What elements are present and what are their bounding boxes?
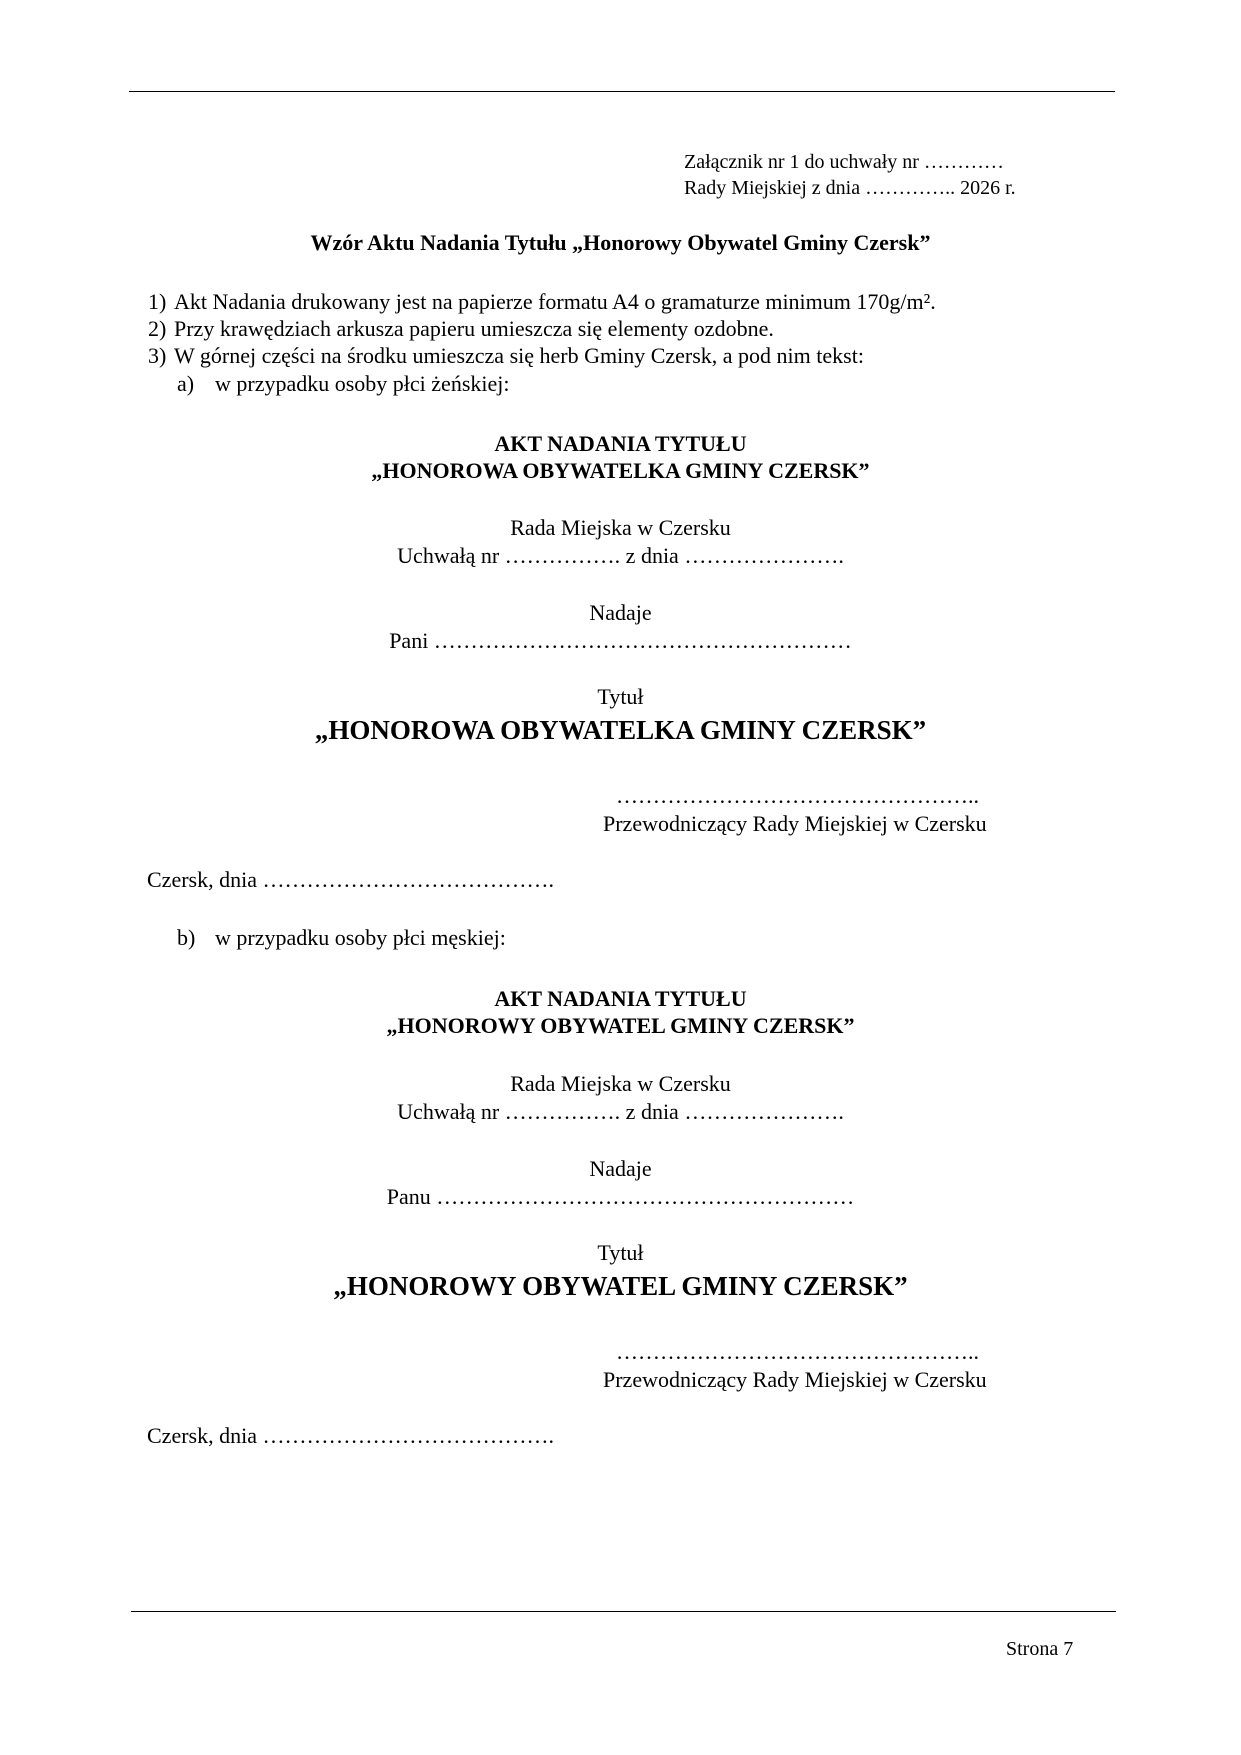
list-item-text: Przy krawędziach arkusza papieru umieszcza się elementy ozdobne. [174,316,774,341]
variant-b-title-word: Tytuł [597,1240,644,1265]
variant-a-grants: Nadaje [589,600,652,625]
variant-b-label-number: b) [177,925,196,950]
top-rule [129,91,1115,92]
variant-b-signature-label: Przewodniczący Rady Miejskiej w Czersku [603,1367,987,1392]
list-item-number: 2) [148,316,167,341]
variant-b-act-title-1: AKT NADANIA TYTUŁU [494,986,747,1011]
page-number: Strona 7 [1006,1638,1074,1660]
attachment-line-1: Załącznik nr 1 do uchwały nr ………… [684,151,1004,173]
variant-a-signature-line: ………………………………………….. [616,783,979,808]
variant-b-act-title-2: „HONOROWY OBYWATEL GMINY CZERSK” [386,1013,855,1038]
variant-a-act-title-2: „HONOROWA OBYWATELKA GMINY CZERSK” [371,458,870,483]
list-item [148,343,864,369]
variant-a-big-title: „HONOROWA OBYWATELKA GMINY CZERSK” [314,715,927,745]
variant-a-signature-label: Przewodniczący Rady Miejskiej w Czersku [603,811,987,836]
variant-a-title-word: Tytuł [597,684,644,709]
list-item [148,289,936,315]
variant-b-label [177,925,506,951]
list-item-text: Akt Nadania drukowany jest na papierze formatu A4 o gramaturze minimum 170g/m². [174,289,936,314]
variant-b-place-date: Czersk, dnia …………………………………. [147,1423,554,1448]
list-item [148,316,774,342]
variant-b-resolution: Uchwałą nr ……………. z dnia …………………. [397,1099,844,1124]
variant-b-signature-line: ………………………………………….. [616,1339,979,1364]
variant-a-council: Rada Miejska w Czersku [510,515,731,540]
variant-a-act-title-1: AKT NADANIA TYTUŁU [494,431,747,456]
variant-a-label-number: a) [177,371,195,396]
variant-b-big-title: „HONOROWY OBYWATEL GMINY CZERSK” [333,1271,908,1301]
bottom-rule [131,1611,1116,1612]
list-item-text: W górnej części na środku umieszcza się herb Gminy Czersk, a pod nim tekst: [174,343,864,368]
variant-b-label-text: w przypadku osoby płci męskiej: [215,925,506,950]
variant-a-label-text: w przypadku osoby płci żeńskiej: [215,371,510,396]
variant-b-grants: Nadaje [589,1156,652,1181]
variant-a-recipient: Pani ………………………………………………… [389,628,852,653]
variant-b-council: Rada Miejska w Czersku [510,1071,731,1096]
variant-a-resolution: Uchwałą nr ……………. z dnia …………………. [397,543,844,568]
document-title: Wzór Aktu Nadania Tytułu „Honorowy Obywatel Gminy Czersk” [310,230,931,255]
list-item-number: 1) [148,289,167,314]
list-item-number: 3) [148,343,167,368]
attachment-line-2: Rady Miejskiej z dnia ………….. 2026 r. [684,177,1016,199]
variant-b-recipient: Panu ………………………………………………… [386,1184,855,1209]
variant-a-place-date: Czersk, dnia …………………………………. [147,867,554,892]
variant-a-label [177,371,510,397]
